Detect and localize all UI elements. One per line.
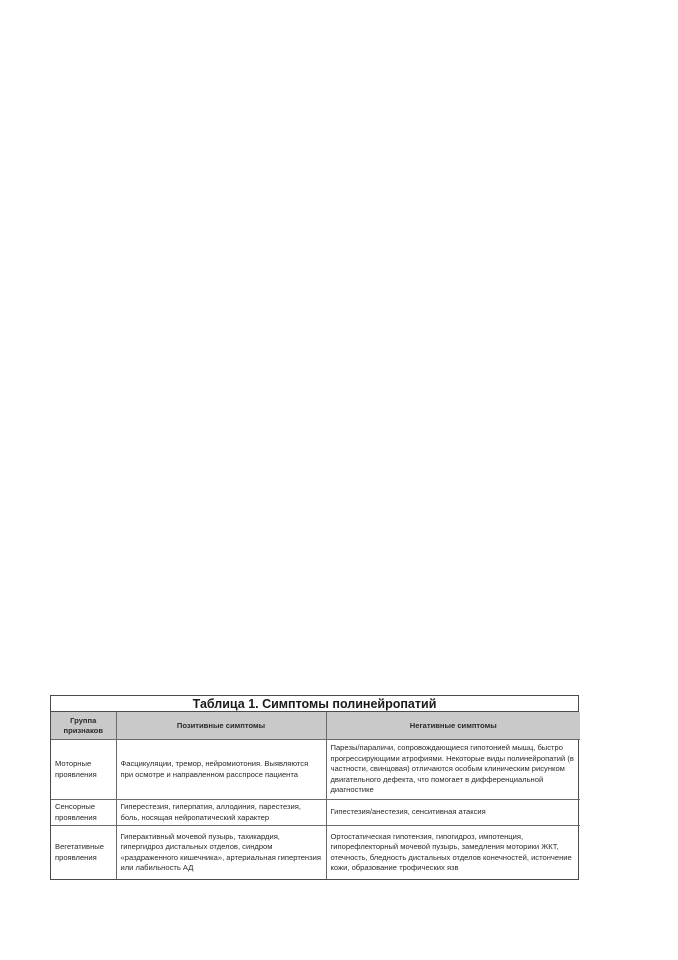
- header-positive: Позитивные симптомы: [116, 712, 326, 740]
- table-header-row: [51, 712, 580, 740]
- symptoms-table: [51, 712, 580, 879]
- header-group: Группа признаков: [51, 712, 116, 740]
- header-negative: Негативные симптомы: [326, 712, 580, 740]
- cell-group: Сенсорные проявления: [51, 800, 116, 826]
- symptoms-table-block: [50, 695, 579, 880]
- cell-positive: Гиперестезия, гиперпатия, аллодиния, парестезия, боль, носящая нейропатический характер: [116, 800, 326, 826]
- cell-positive: Фасцикуляции, тремор, нейромиотония. Выявляются при осмотре и направленном расспросе пациента: [116, 740, 326, 800]
- cell-group: Моторные проявления: [51, 740, 116, 800]
- table-title: Таблица 1. Симптомы полинейропатий: [51, 696, 578, 712]
- cell-positive: Гиперактивный мочевой пузырь, тахикардия, гипергидроз дистальных отделов, синдром «раздраженного кишечника», артериальная гипертензия или лабильность АД: [116, 826, 326, 880]
- cell-negative: Ортостатическая гипотензия, гипогидроз, импотенция, гипорефлекторный мочевой пузырь, замедления моторики ЖКТ, отечность, бледность дистальных отделов конечностей, истончение кожи, образование трофических язв: [326, 826, 580, 880]
- cell-negative: Парезы/параличи, сопровождающиеся гипотонией мышц, быстро прогрессирующими атрофиями. Некоторые виды полинейропатий (в частности, свинцовая) отличаются особым клиническим рисунком двигательного дефекта, что помогает в дифференциальной диагностике: [326, 740, 580, 800]
- cell-negative: Гипестезия/анестезия, сенситивная атаксия: [326, 800, 580, 826]
- cell-group: Вегетативные проявления: [51, 826, 116, 880]
- table-row: [51, 826, 580, 880]
- table-row: [51, 800, 580, 826]
- table-row: [51, 740, 580, 800]
